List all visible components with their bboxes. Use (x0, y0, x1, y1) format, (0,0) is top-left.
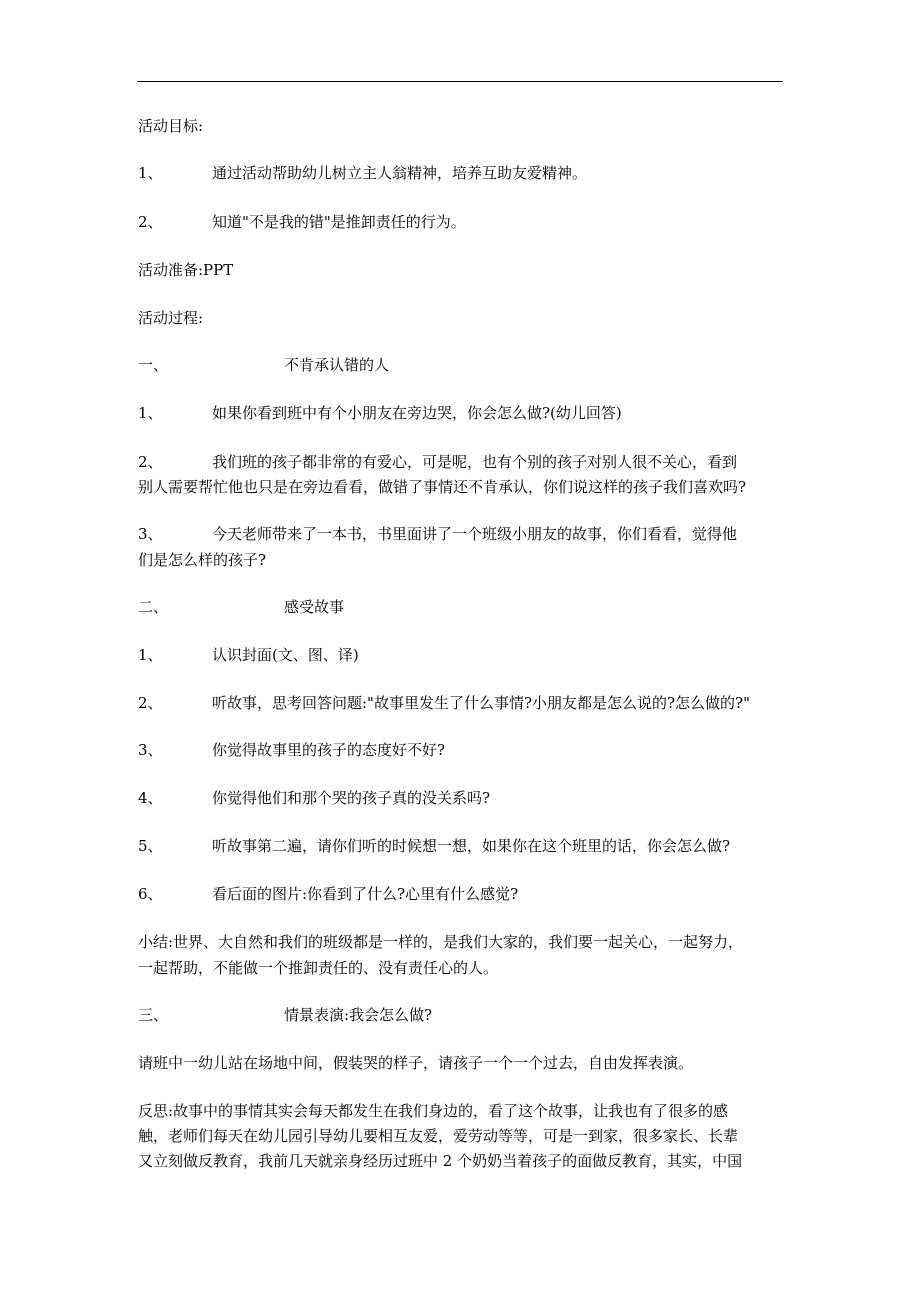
summary-line: 小结:世界、大自然和我们的班级都是一样的，是我们大家的，我们要一起关心，一起努力， (138, 933, 744, 951)
reflection-line: 又立刻做反教育，我前几天就亲身经历过班中 2 个奶奶当着孩子的面做反教育，其实，中国 (138, 1152, 743, 1170)
section-number: 一、 (138, 356, 169, 374)
preparation-line: 活动准备:PPT (138, 261, 234, 279)
item-number: 3、 (138, 525, 163, 543)
item-number: 6、 (138, 885, 163, 903)
item-text: 今天老师带来了一本书，书里面讲了一个班级小朋友的故事，你们看看，觉得他 (212, 525, 738, 543)
section-title: 感受故事 (284, 598, 345, 616)
goals-heading: 活动目标: (138, 117, 204, 135)
item-text: 如果你看到班中有个小朋友在旁边哭，你会怎么做?(幼儿回答) (212, 404, 622, 422)
item-text: 我们班的孩子都非常的有爱心，可是呢，也有个别的孩子对别人很不关心，看到 (212, 453, 738, 471)
item-number: 1、 (138, 646, 163, 664)
goal-text: 通过活动帮助幼儿树立主人翁精神，培养互助友爱精神。 (212, 164, 588, 182)
header-rule (137, 81, 783, 82)
item-number: 2、 (138, 453, 163, 471)
item-number: 1、 (138, 404, 163, 422)
section-number: 二、 (138, 598, 169, 616)
summary-line: 一起帮助，不能做一个推卸责任的、没有责任心的人。 (138, 959, 499, 977)
goal-text: 知道"不是我的错"是推卸责任的行为。 (212, 213, 466, 231)
item-text: 认识封面(文、图、译) (212, 646, 359, 664)
section-title: 情景表演:我会怎么做? (284, 1006, 433, 1024)
item-number: 2、 (138, 694, 163, 712)
item-text: 你觉得他们和那个哭的孩子真的没关系吗? (212, 789, 491, 807)
item-text: 看后面的图片:你看到了什么?心里有什么感觉? (212, 885, 519, 903)
section-number: 三、 (138, 1006, 169, 1024)
reflection-line: 触，老师们每天在幼儿园引导幼儿要相互友爱，爱劳动等等，可是一到家，很多家长、长辈 (138, 1127, 739, 1145)
item-text: 听故事第二遍，请你们听的时候想一想，如果你在这个班里的话，你会怎么做? (212, 837, 731, 855)
item-text: 听故事，思考回答问题:"故事里发生了什么事情?小朋友都是怎么说的?怎么做的?" (212, 694, 750, 712)
item-number: 5、 (138, 837, 163, 855)
item-number: 4、 (138, 789, 163, 807)
item-text-continued: 别人需要帮忙他也只是在旁边看看，做错了事情还不肯承认，你们说这样的孩子我们喜欢吗? (138, 478, 747, 496)
item-text: 你觉得故事里的孩子的态度好不好? (212, 741, 446, 759)
goal-number: 2、 (138, 213, 163, 231)
section-title: 不肯承认错的人 (284, 356, 390, 374)
reflection-line: 反思:故事中的事情其实会每天都发生在我们身边的，看了这个故事，让我也有了很多的感 (138, 1102, 729, 1120)
process-heading: 活动过程: (138, 309, 204, 327)
item-text-continued: 们是怎么样的孩子? (138, 551, 267, 569)
item-number: 3、 (138, 741, 163, 759)
performance-instructions: 请班中一幼儿站在场地中间，假装哭的样子，请孩子一个一个过去，自由发挥表演。 (138, 1054, 694, 1072)
goal-number: 1、 (138, 164, 163, 182)
